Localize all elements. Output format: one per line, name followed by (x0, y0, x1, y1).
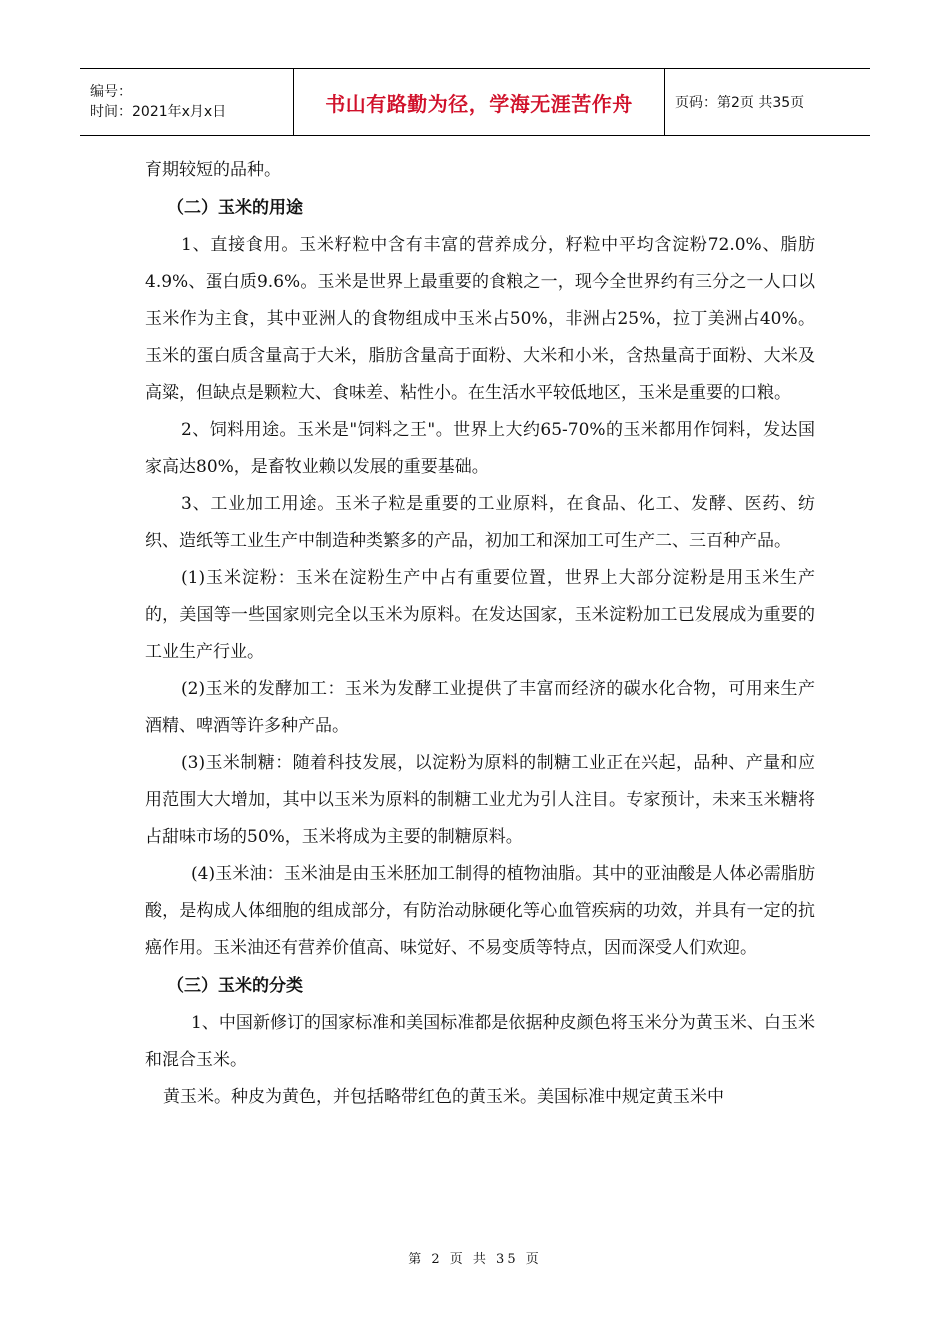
header-motto: 书山有路勤为径，学海无涯苦作舟 (294, 69, 665, 136)
section-heading-uses: （二）玉米的用途 (167, 198, 303, 218)
paragraph-yellow-corn: 黄玉米。种皮为黄色，并包括略带红色的黄玉米。美国标准中规定黄玉米中 (163, 1087, 724, 1107)
paragraph-corn-starch: (1)玉米淀粉：玉米在淀粉生产中占有重要位置，世界上大部分淀粉是用玉米生产的，美国等一些国家则完全以玉米为原料。在发达国家，玉米淀粉加工已发展成为重要的工业生产行业。 (145, 568, 815, 662)
header-meta-cell (80, 69, 294, 136)
page-footer: 第 2 页 共 35 页 (408, 1252, 542, 1267)
document-date-label: 时间：2021年x月x日 (90, 104, 227, 120)
paragraph-sugar-making: (3)玉米制糖：随着科技发展，以淀粉为原料的制糖工业正在兴起，品种、产量和应用范围大大增加，其中以玉米为原料的制糖工业尤为引人注目。专家预计，未来玉米糖将占甜味市场的50%，玉米将成为主要的制糖原料。 (145, 753, 815, 847)
paragraph-direct-food: 1、直接食用。玉米籽粒中含有丰富的营养成分，籽粒中平均含淀粉72.0%、脂肪4.9%、蛋白质9.6%。玉米是世界上最重要的食粮之一，现今全世界约有三分之一人口以玉米作为主食，其中亚洲人的食物组成中玉米占50%，非洲占25%，拉丁美洲占40%。玉米的蛋白质含量高于大米，脂肪含量高于面粉、大米和小米，含热量高于面粉、大米及高粱，但缺点是颗粒大、食味差、粘性小。在生活水平较低地区，玉米是重要的口粮。 (145, 235, 815, 403)
paragraph-standards: 1、中国新修订的国家标准和美国标准都是依据种皮颜色将玉米分为黄玉米、白玉米和混合玉米。 (145, 1013, 815, 1070)
section-heading-classification: （三）玉米的分类 (167, 976, 303, 996)
paragraph-fermentation: (2)玉米的发酵加工：玉米为发酵工业提供了丰富而经济的碳水化合物，可用来生产酒精、啤酒等许多种产品。 (145, 679, 815, 736)
document-number-label: 编号： (90, 84, 132, 100)
document-header (80, 68, 870, 136)
paragraph-feed-use: 2、饲料用途。玉米是"饲料之王"。世界上大约65-70%的玉米都用作饲料，发达国家高达80%，是畜牧业赖以发展的重要基础。 (145, 420, 815, 477)
paragraph-corn-oil: (4)玉米油：玉米油是由玉米胚加工制得的植物油脂。其中的亚油酸是人体必需脂肪酸，是构成人体细胞的组成部分，有防治动脉硬化等心血管疾病的功效，并具有一定的抗癌作用。玉米油还有营养价值高、味觉好、不易变质等特点，因而深受人们欢迎。 (145, 864, 815, 958)
paragraph-industrial-use: 3、工业加工用途。玉米子粒是重要的工业原料，在食品、化工、发酵、医药、纺织、造纸等工业生产中制造种类繁多的产品，初加工和深加工可生产二、三百种产品。 (145, 494, 815, 551)
document-body (145, 152, 815, 1116)
header-page-info: 页码：第2页 共35页 (665, 69, 871, 136)
paragraph-continuation: 育期较短的品种。 (145, 160, 281, 180)
